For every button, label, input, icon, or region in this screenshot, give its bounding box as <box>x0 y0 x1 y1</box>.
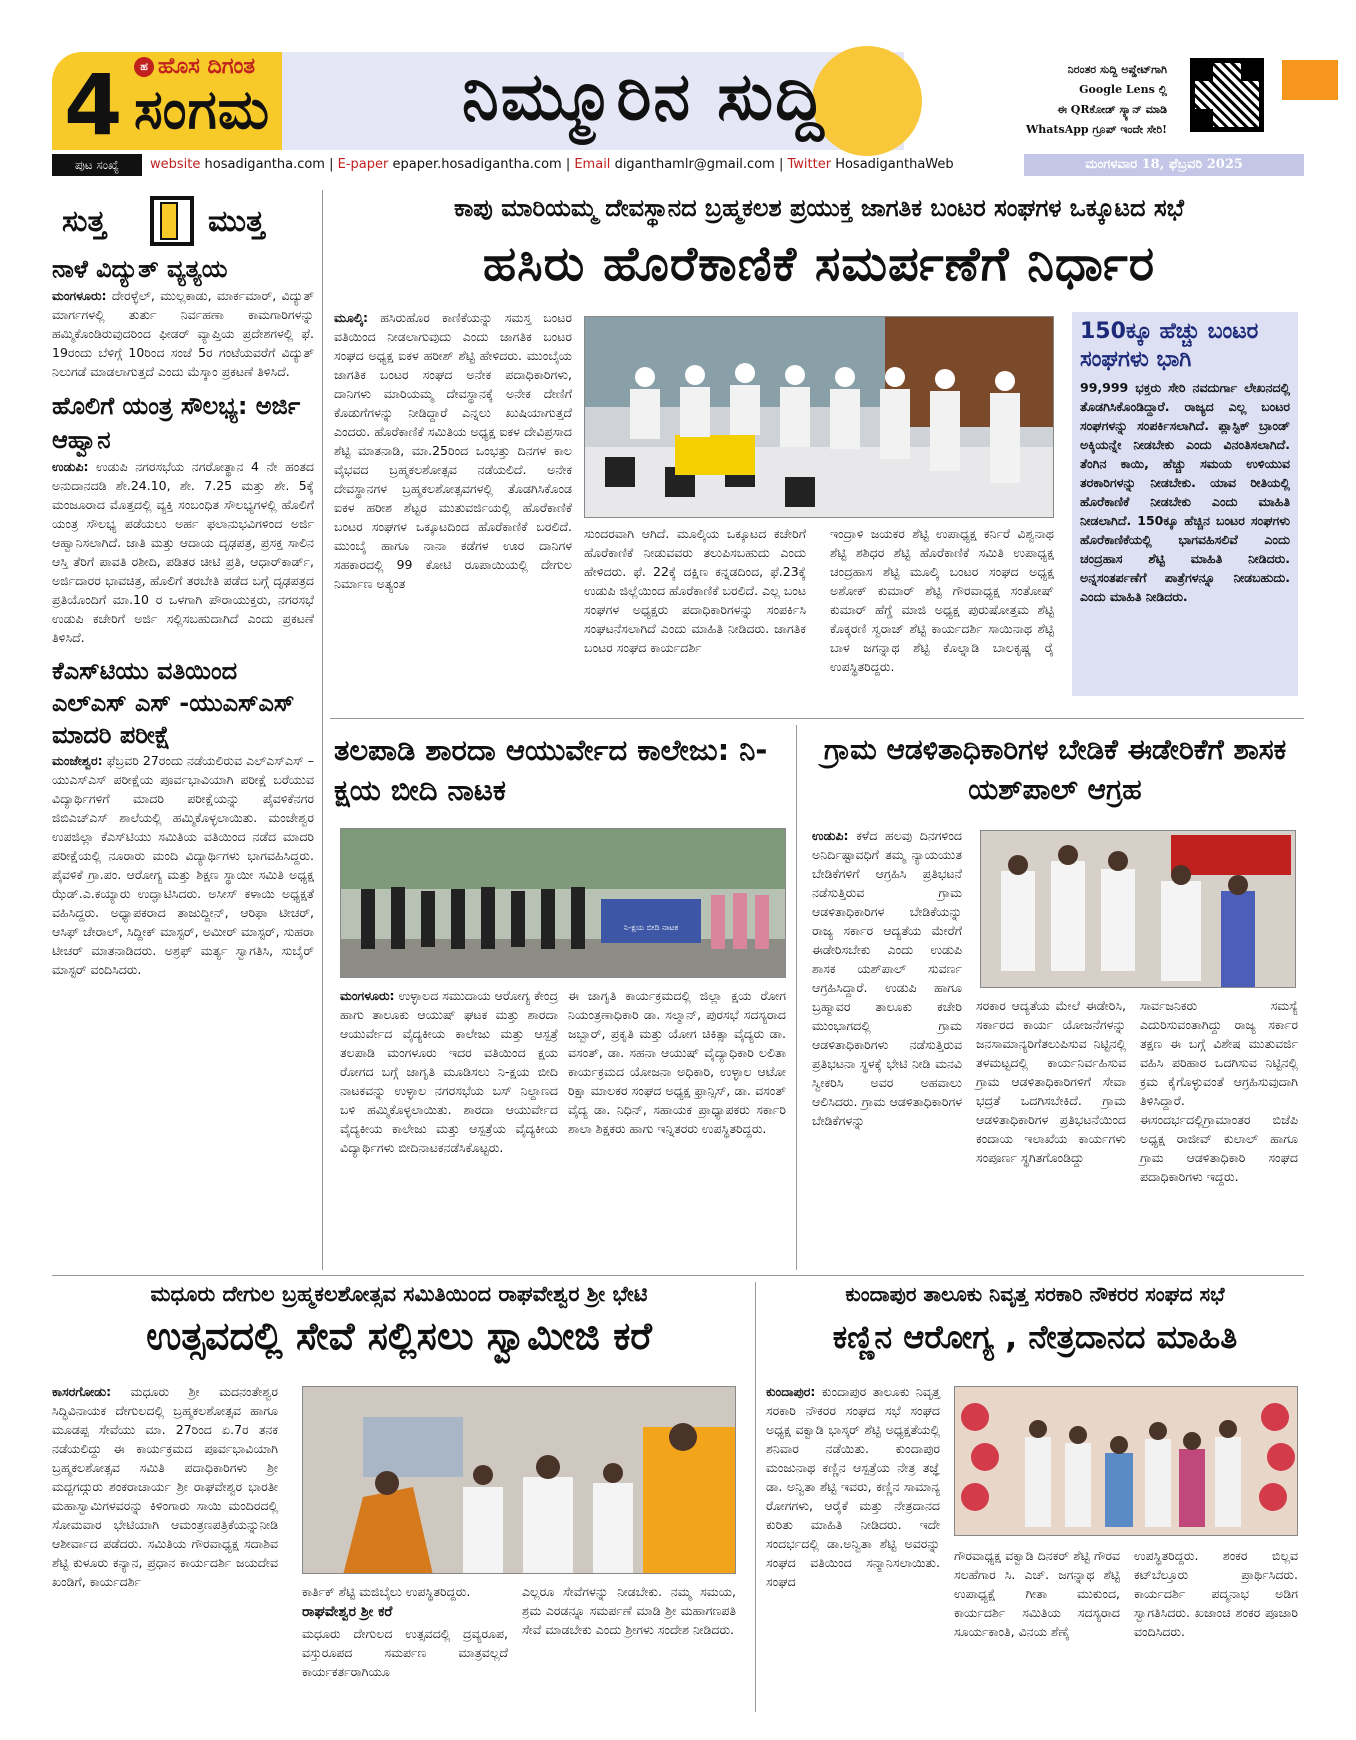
brand-logo-icon: ಹ <box>134 57 154 77</box>
sutta-mutta-column <box>52 196 314 981</box>
dateline: ಮಂಜೇಶ್ವರ: <box>52 753 103 768</box>
brief-headline: ನಾಳೆ ವಿದ್ಯುತ್ ವ್ಯತ್ಯಯ <box>52 255 228 283</box>
body-text: ಮಧೂರು ಶ್ರೀ ಮದನಂತೇಶ್ವರ ಸಿದ್ಧಿವಿನಾಯಕ ದೇಗುಲದಲ್ಲಿ ಬ್ರಹ್ಮಕಲಶೋತ್ಸವ ಹಾಗೂ ಮೂಡಪ್ಪ ಸೇವೆಯು ಮಾ. 27ರಿಂದ ಏ.7ರ ತನಕ ನಡೆಯಲಿದ್ದು ಈ ಕಾರ್ಯಕ್ರಮದ ಪೂರ್ವಭಾವಿಯಾಗಿ ಬ್ರಹ್ಮಕಲಶೋತ್ಸವ ಸಮಿತಿ ಪದಾಧಿಕಾರಿಗಳು ಶ್ರೀ ಮದ್ಜಗದ್ಗುರು ಶಂಕರಾಚಾರ್ಯ ಶ್ರೀ ರಾಘವೇಶ್ವರ ಭಾರತೀ ಮಹಾಸ್ವಾಮಿಗಳವರನ್ನು ಕಿಳಿಂಗಾರು ಸಾಯಿ ಮಂದಿರದಲ್ಲಿ ಸೋಮವಾರ ಭೇಟಿಯಾಗಿ ಆಮಂತ್ರಣಪತ್ರಿಕೆಯನ್ನುನೀಡಿ ಆಶೀರ್ವಾದ ಪಡೆದರು. ಸಮಿತಿಯ ಗೌರವಾಧ್ಯಕ್ಷ ಸದಾಶಿವ ಶೆಟ್ಟಿ ಕುಳೂರು ಕನ್ಯಾನ, ಪ್ರಧಾನ ಕಾರ್ಯದರ್ಶಿ ಜಯದೇವ ಖಂಡಿಗೆ, ಕಾರ್ಯದರ್ಶಿ <box>52 1384 278 1589</box>
twitter-link[interactable]: HosadiganthaWeb <box>835 157 954 172</box>
memorandum-illustration <box>981 831 1296 988</box>
madhur-col3 <box>522 1582 736 1641</box>
madhur-col2 <box>302 1582 508 1683</box>
section-divider <box>52 1275 1304 1276</box>
top-story-col1 <box>334 308 572 595</box>
sun-graphic <box>812 46 922 156</box>
body-text: ಇಂದ್ರಾಳಿ ಜಯಕರ ಶೆಟ್ಟಿ ಉಪಾಧ್ಯಕ್ಷ ಕರ್ನಿರೆ ವಿಶ್ವನಾಥ ಶೆಟ್ಟಿ ಶಶಿಧರ ಶೆಟ್ಟಿ ಹೊರೆಕಾಣಿಕೆ ಸಮಿತಿ ಉಪಾಧ್ಯಕ್ಷ ಚಂದ್ರಹಾಸ ಶೆಟ್ಟಿ ಮೂಲ್ಕಿ ಬಂಟರ ಸಂಘದ ಅಧ್ಯಕ್ಷ ಅಶೋಕ್ ಕುಮಾರ್ ಶೆಟ್ಟಿ ಗೌರವಾಧ್ಯಕ್ಷ ಸಂತೋಷ್ ಕುಮಾರ್ ಹೆಗ್ಡೆ ಮಾಜಿ ಅಧ್ಯಕ್ಷ ಪುರುಷೋತ್ತಮ ಶೆಟ್ಟಿ ಕೊಕ್ಕರಣಿ ಸ್ವರಾಜ್ ಶೆಟ್ಟಿ ಕಾರ್ಯದರ್ಶಿ ಸಾಯಿನಾಥ ಶೆಟ್ಟಿ ಬಾಳ ಜಗನ್ನಾಥ ಶೆಟ್ಟಿ ಕೊಲ್ನಾಡಿ ಬಾಲಕೃಷ್ಣ ರೈ ಉಪಸ್ಥಿತರಿದ್ದರು. <box>830 526 1054 674</box>
top-story-sidebar <box>1072 312 1298 696</box>
page-label: ಪುಟ ಸಂಖ್ಯೆ <box>52 154 142 176</box>
epaper-label: E-paper <box>337 157 389 172</box>
body-text: ಎಲ್ಲರೂ ಸೇವೆಗಳನ್ನು ನೀಡಬೇಕು. ನಮ್ಮ ಸಮಯ, ಶ್ರಮ ಎರಡನ್ನೂ ಸಮರ್ಪಣೆ ಮಾಡಿ ಶ್ರೀ ಮಹಾಗಣಪತಿ ಸೇವೆ ಮಾಡಬೇಕು ಎಂದು ಶ್ರೀಗಳು ಸಂದೇಶ ನೀಡಿದರು. <box>522 1584 736 1637</box>
body-text: ಉಪಸ್ಥಿತರಿದ್ದರು. ಶಂಕರ ಬಿಲ್ಲವ ಕಟ್‌ಬೆಲ್ತೂರು ಪ್ರಾರ್ಥಿಸಿದರು. ಕಾರ್ಯದರ್ಶಿ ಪದ್ಮನಾಭ ಅಡಿಗ ಸ್ವಾಗತಿಸಿದರು. ಖಜಾಂಚಿ ಶಂಕರ ಪೂಜಾರಿ ವಂದಿಸಿದರು. <box>1134 1548 1298 1639</box>
body-text: ಮಧೂರು ದೇಗುಲದ ಉತ್ಸವದಲ್ಲಿ ದ್ರವ್ಯರೂಪ, ವಸ್ತುರೂಪದ ಸಮರ್ಪಣ ಮಾತ್ರವಲ್ಲದೆ ಕಾರ್ಯಕರ್ತರಾಗಿಯೂ <box>302 1626 508 1679</box>
subheading: ರಾಘವೇಶ್ವರ ಶ್ರೀ ಕರೆ <box>302 1604 393 1620</box>
column-divider <box>796 725 797 1270</box>
sutta-title: ಸುತ್ತ <box>62 204 106 239</box>
talapady-col1 <box>340 986 558 1159</box>
madhur-kicker <box>52 1282 746 1307</box>
blessing-illustration <box>303 1387 736 1574</box>
dateline: ಮೂಲ್ಕಿ: <box>334 310 369 325</box>
website-label: website <box>150 157 201 172</box>
body-text: ಕಾರ್ತಿಕ್ ಶೆಟ್ಟಿ ಮಜಿಬೈಲು ಉಪಸ್ಥಿತರಿದ್ದರು. <box>302 1584 471 1599</box>
kundapur-col3 <box>1134 1546 1298 1643</box>
talapady-col2 <box>568 986 786 1140</box>
kicker-text: ಮಧೂರು ದೇಗುಲ ಬ್ರಹ್ಮಕಲಶೋತ್ಸವ ಸಮಿತಿಯಿಂದ ರಾಘವೇಶ್ವರ ಶ್ರೀ ಭೇಟಿ <box>150 1282 648 1306</box>
body-text: ಗೌರವಾಧ್ಯಕ್ಷ ವಕ್ವಾಡಿ ದಿನಕರ್ ಶೆಟ್ಟಿ ಗೌರವ ಸಲಹೆಗಾರ ಸಿ. ಎಚ್. ಜಗನ್ನಾಥ ಶೆಟ್ಟಿ ಉಪಾಧ್ಯಕ್ಷೆ ಗೀತಾ ಮುಕುಂದ, ಕಾರ್ಯದರ್ಶಿ ಸಮಿತಿಯ ಸದಸ್ಯರಾದ ಸೂರ್ಯಕಾಂತಿ, ವಿನಯ ಶೆಣೈ <box>954 1548 1120 1639</box>
brand-name: ಹೊಸ ದಿಗಂತ <box>158 54 256 79</box>
headline-text: ಗ್ರಾಮ ಆಡಳಿತಾಧಿಕಾರಿಗಳ ಬೇಡಿಕೆ ಈಡೇರಿಕೆಗೆ ಶಾಸಕ ಯಶ್‌ಪಾಲ್ ಆಗ್ರಹ <box>823 733 1287 806</box>
grama-headline <box>806 730 1304 810</box>
brief-headline: ಹೊಲಿಗೆ ಯಂತ್ರ ಸೌಲಭ್ಯ: ಅರ್ಜಿ ಆಹ್ವಾನ <box>52 392 301 454</box>
brief-body <box>52 751 314 979</box>
section-divider <box>330 718 1304 719</box>
body-text: ಈ ಜಾಗೃತಿ ಕಾರ್ಯಕ್ರಮದಲ್ಲಿ ಜಿಲ್ಲಾ ಕ್ಷಯ ರೋಗ ನಿಯಂತ್ರಣಾಧಿಕಾರಿ ಡಾ. ಸಲ್ಮಾನ್, ಪುರಸಭೆ ಸದಸ್ಯರಾದ ಜಬ್ಬಾರ್, ಪ್ರಕೃತಿ ಮತ್ತು ಯೋಗ ಚಿಕಿತ್ಸಾ ವೈದ್ಯರು ಡಾ. ವಸಂತ್, ಡಾ. ಸಹನಾ ಆಯುಷ್ ವೈದ್ಯಾಧಿಕಾರಿ ಲಲಿತಾ ಕಾರ್ಯಕ್ರಮದ ಯೋಜನಾ ಅಧಿಕಾರಿ, ಉಳ್ಳಾಲ ಆಟೋ ರಿಕ್ಷಾ ಮಾಲಕರ ಸಂಘದ ಅಧ್ಯಕ್ಷ ಫ್ರಾನ್ಸಿಸ್, ಡಾ. ವಸಂತ್ ವೈದ್ಯ ಡಾ. ನಿಧಿನ್, ಸಹಾಯಕ ಪ್ರಾಧ್ಯಾಪಕರು ಸರ್ಕಾರಿ ಶಾಲಾ ಶಿಕ್ಷಕರು ಹಾಗು ಇನ್ನಿತರರು ಉಪಸ್ಥಿತರಿದ್ದರು. <box>568 988 786 1136</box>
grama-col2 <box>976 996 1126 1169</box>
top-story-headline <box>334 236 1304 293</box>
qr-line: Google Lens ಲ್ಲಿ <box>1079 83 1167 96</box>
kicker-text: ಕಾಪು ಮಾರಿಯಮ್ಮ ದೇವಸ್ಥಾನದ ಬ್ರಹ್ಮಕಲಶ ಪ್ರಯುಕ್ತ ಜಾಗತಿಕ ಬಂಟರ ಸಂಘಗಳ ಒಕ್ಕೂಟದ ಸಭೆ <box>454 194 1184 222</box>
column-divider <box>322 190 323 1270</box>
twitter-label: Twitter <box>787 157 832 172</box>
body-text: ಉಳ್ಳಾಲದ ಸಮುದಾಯ ಆರೋಗ್ಯ ಕೇಂದ್ರ ಹಾಗು ತಾಲೂಕು ಆಯುಷ್ ಘಟಕ ಮತ್ತು ಶಾರದಾ ಆಯುರ್ವೇದ ವೈದ್ಯಕೀಯ ಕಾಲೇಜು ಮತ್ತು ಆಸ್ಪತ್ರೆ ತಲಪಾಡಿ ಮಂಗಳೂರು ಇದರ ವತಿಯಿಂದ ಕ್ಷಯ ರೋಗದ ಬಗ್ಗೆ ಜಾಗೃತಿ ಮೂಡಿಸಲು ನಿ-ಕ್ಷಯ ಬೀದಿ ನಾಟಕವನ್ನು ಉಳ್ಳಾಲ ನಗರಸಭೆಯ ಬಸ್ ನಿಲ್ದಾಣದ ಬಳಿ ಹಮ್ಮಿಕೊಳ್ಳಲಾಯಿತು. ಶಾರದಾ ಆಯುರ್ವೇದ ವೈದ್ಯಕೀಯ ಕಾಲೇಜು ಮತ್ತು ಆಸ್ಪತ್ರೆಯ ವೈದ್ಯಕೀಯ ವಿದ್ಯಾರ್ಥಿಗಳು ಬೀದಿನಾಟಕನಡೆಸಿಕೊಟ್ಟರು. <box>340 988 558 1155</box>
dateline: ಕಾಸರಗೋಡು: <box>52 1384 112 1399</box>
headline-text: ಉತ್ಸವದಲ್ಲಿ ಸೇವೆ ಸಲ್ಲಿಸಲು ಸ್ವಾಮೀಜಿ ಕರೆ <box>146 1314 652 1358</box>
body-text: ಕಳೆದ ಹಲವು ದಿನಗಳಿಂದ ಅನಿರ್ದಿಷ್ಟಾವಧಿಗೆ ತಮ್ಮ ನ್ಯಾಯಯುತ ಬೇಡಿಕೆಗಳಿಗೆ ಆಗ್ರಹಿಸಿ ಪ್ರತಿಭಟನೆ ನಡೆಸುತ್ತಿರುವ ಗ್ರಾಮ ಆಡಳಿತಾಧಿಕಾರಿಗಳ ಬೇಡಿಕೆಯನ್ನು ರಾಜ್ಯ ಸರ್ಕಾರ ಆದ್ಯತೆಯ ಮೇರೆಗೆ ಈಡೇರಿಸಬೇಕು ಎಂದು ಉಡುಪಿ ಶಾಸಕ ಯಶ್‌ಪಾಲ್ ಸುವರ್ಣ ಆಗ್ರಹಿಸಿದ್ದಾರೆ. ಉಡುಪಿ ಹಾಗೂ ಬ್ರಹ್ಮಾವರ ತಾಲೂಕು ಕಚೇರಿ ಮುಂಭಾಗದಲ್ಲಿ ಗ್ರಾಮ ಆಡಳಿತಾಧಿಕಾರಿಗಳು ನಡೆಸುತ್ತಿರುವ ಪ್ರತಿಭಟನಾ ಸ್ಥಳಕ್ಕೆ ಭೇಟಿ ನೀಡಿ ಮನವಿ ಸ್ವೀಕರಿಸಿ ಅವರ ಅಹವಾಲು ಆಲಿಸಿದರು. ಗ್ರಾಮ ಆಡಳಿತಾಧಿಕಾರಿಗಳ ಬೇಡಿಕೆಗಳನ್ನು <box>812 828 962 1128</box>
masthead <box>52 52 1304 154</box>
kundapur-col1 <box>766 1382 940 1593</box>
banner-text: ನಿ-ಕ್ಷಯ ಬೀದಿ ನಾಟಕ <box>623 923 679 932</box>
qr-line: ಈ QRಕೋಡ್ ಸ್ಕ್ಯಾನ್ ಮಾಡಿ <box>1057 103 1167 116</box>
dateline: ಮಂಗಳೂರು: <box>340 988 395 1003</box>
email-label: Email <box>574 157 611 172</box>
qr-line: WhatsApp ಗ್ರೂಪ್ ಇಂದೇ ಸೇರಿ! <box>1025 123 1167 136</box>
brief-text: ದೇರಳ್ಳೆಲ್, ಮುಲ್ಲಕಾಡು, ಮಾರ್ಕಮಾರ್, ವಿದ್ಯುತ್ ಮಾರ್ಗಗಳಲ್ಲಿ ತುರ್ತು ನಿರ್ವಹಣಾ ಕಾಮಗಾರಿಗಳನ್ನು ಹಮ್ಮಿಕೊಂಡಿರುವುದರಿಂದ ಫೀಡರ್ ವ್ಯಾಪ್ತಿಯ ಪ್ರದೇಶಗಳಲ್ಲಿ ಫೆ. 19ರಂದು ಬೆಳಿಗ್ಗೆ 10ರಿಂದ ಸಂಜೆ 5ರ ಗಂಟೆಯವರೆಗೆ ವಿದ್ಯುತ್ ನಿಲುಗಡೆ ಮಾಡಲಾಗುತ್ತದೆ ಎಂದು ಮೆಸ್ಕಾಂ ಪ್ರಕಟಣೆ ತಿಳಿಸಿದೆ. <box>52 288 314 379</box>
street-play-illustration <box>341 829 786 978</box>
body-text: ಹಸಿರುಹೊರ ಕಾಣಿಕೆಯನ್ನು ಸಮಸ್ತ ಬಂಟರ ವತಿಯಿಂದ ನೀಡಲಾಗುವುದು ಎಂದು ಜಾಗತಿಕ ಬಂಟರ ಸಂಘದ ಅಧ್ಯಕ್ಷ ಐಕಳ ಹರೀಶ್ ಶೆಟ್ಟಿ ಹೇಳಿದರು. ಮುಂಬೈಯ ಜಾಗತಿಕ ಬಂಟರ ಸಂಘದ ಅನೇಕ ಪದಾಧಿಕಾರಿಗಳು, ದಾನಿಗಳು ಮಾರಿಯಮ್ಮ ದೇವಸ್ಥಾನಕ್ಕೆ ಅನೇಕ ದೇಣಿಗೆ ಕೊಡುಗೆಗಳನ್ನು ನೀಡಿದ್ದಾರೆ ಎನ್ನಲು ಖುಷಿಯಾಗುತ್ತದೆ ಎಂದರು. ಹೊರೆಕಾಣಿಕೆ ಸಮಿತಿಯ ಅಧ್ಯಕ್ಷ ಐಕಳ ದೇವಿಪ್ರಸಾದ ಶೆಟ್ಟಿ ಮಾತನಾಡಿ, ಮಾ.25ರಿಂದ ಒಂಭತ್ತು ದಿನಗಳ ಕಾಲ ವೈಭವದ ಬ್ರಹ್ಮಕಲಶೋತ್ಸವ ನಡೆಯಲಿದೆ. ಅನೇಕ ದೇವಸ್ಥಾನಗಳ ಬ್ರಹ್ಮಕಲಶೋತ್ಸವಗಳಲ್ಲಿ ತೊಡಗಿಸಿಕೊಂಡ ಐಕಳ ಹರೀಶ ಶೆಟ್ಟರ ಮುತುವರ್ಜಿಯಲ್ಲಿ ಹೊರೆಕಾಣಿಕೆ ಬಂಟರ ಸಂಘಗಳ ಒಕ್ಕೂಟದಿಂದ ಹೊರೆಕಾಣಿಕೆ ಬರಲಿದೆ. ಮುಂಬೈ ಹಾಗೂ ನಾನಾ ಕಡೆಗಳ ಊರ ದಾನಿಗಳ ಸಹಕಾರದಲ್ಲಿ 99 ಕೋಟಿ ರೂಪಾಯಿಯಲ್ಲಿ ದೇಗುಲ ನಿರ್ಮಾಣ ಅತ್ಯಂತ <box>334 310 572 591</box>
brand-logo <box>134 54 255 79</box>
meeting-photo-illustration <box>585 317 1054 518</box>
sidebar-body: 99,999 ಭಕ್ತರು ಸೇರಿ ನವದುರ್ಗಾ ಲೇಖನದಲ್ಲಿ ತೊಡಗಿಸಿಕೊಂಡಿದ್ದಾರೆ. ರಾಜ್ಯದ ಎಲ್ಲ ಬಂಟರ ಸಂಘಗಳನ್ನು ಸಂಪರ್ಕಿಸಲಾಗಿದೆ. ಪ್ಲಾಸ್ಟಿಕ್ ಬ್ರಾಂಡ್ ಅಕ್ಕಿಯನ್ನೇ ನೀಡಬೇಕು ಎಂದು ವಿನಂತಿಸಲಾಗಿದೆ. ತೆಂಗಿನ ಕಾಯಿ, ಹೆಚ್ಚು ಸಮಯ ಉಳಿಯುವ ತರಕಾರಿಗಳನ್ನು ನೀಡಬೇಕು. ಯಾವ ರೀತಿಯಲ್ಲಿ ಹೊರೆಕಾಣಿಕೆ ನೀಡಬೇಕು ಎಂದು ಮಾಹಿತಿ ನೀಡಲಾಗಿದೆ. 150ಕ್ಕೂ ಹೆಚ್ಚಿನ ಬಂಟರ ಸಂಘಗಳು ಹೊರೆಕಾಣಿಕೆಯಲ್ಲಿ ಭಾಗವಹಿಸಲಿವೆ ಎಂದು ಚಂದ್ರಹಾಸ ಶೆಟ್ಟಿ ಮಾಹಿತಿ ನೀಡಿದರು. ಅನ್ನಸಂತರ್ಪಣೆಗೆ ಪಾತ್ರೆಗಳನ್ನೂ ನೀಡಬಹುದು. ಎಂದು ಮಾಹಿತಿ ನೀಡಿದರು. <box>1080 380 1290 604</box>
door-icon <box>150 196 194 246</box>
brief-text: ಫೆಬ್ರವರಿ 27ರಂದು ನಡೆಯಲಿರುವ ಎಲ್‌ಎಸ್‌ಎಸ್ – ಯುಎಸ್‌ಎಸ್ ಪರೀಕ್ಷೆಯ ಪೂರ್ವಭಾವಿಯಾಗಿ ಪರೀಕ್ಷೆ ಬರೆಯುವ ವಿದ್ಯಾರ್ಥಿಗಳಿಗೆ ಮಾದರಿ ಪರೀಕ್ಷೆಯನ್ನು ಪೈವಳಿಕೆನಗರ ಜಿಬಿಎಚ್‌ಎಸ್ ಶಾಲೆಯಲ್ಲಿ ಹಮ್ಮಿಕೊಳ್ಳಲಾಯಿತು. ಮಂಜೇಶ್ವರ ಉಪಜಿಲ್ಲಾ ಕೆಎಸ್‌ಟಿಯು ಸಮಿತಿಯ ವತಿಯಿಂದ ನಡೆದ ಮಾದರಿ ಪರೀಕ್ಷೆಯಲ್ಲಿ ನೂರಾರು ಮಂದಿ ವಿದ್ಯಾರ್ಥಿಗಳು ಭಾಗವಹಿಸಿದ್ದರು. ಪೈವಳಿಕೆ ಗ್ರಾ.ಪಂ. ಆರೋಗ್ಯ ಮತ್ತು ಶಿಕ್ಷಣ ಸ್ಥಾಯೀ ಸಮಿತಿ ಅಧ್ಯಕ್ಷ ಝೆಡ್.ಎ.ಕಯ್ಯಾರು ಉದ್ಘಾಟಿಸಿದರು. ಅಸೀಸ್ ಕಳಾಯಿ ಅಧ್ಯಕ್ಷತೆ ವಹಿಸಿದ್ದರು. ಅಧ್ಯಾಪಕರಾದ ತಾಜುದ್ದೀನ್, ಆರಿಫಾ ಟೀಚರ್, ಆಸಿಫ್ ಚೇರಾಲ್, ಸಿದ್ದೀಕ್ ಮಾಸ್ಟರ್, ಅಮೀರ್ ಮಾಸ್ಟರ್, ಸುಹರಾ ಟೀಚರ್ ಮಾತನಾಡಿದರು. ಅಶ್ರಫ್ ಮರ್ತ್ಯ ಸ್ವಾಗತಿಸಿ, ಸುಬೈರ್ ಮಾಸ್ಟರ್ ವಂದಿಸಿದರು. <box>52 753 314 977</box>
issue-date: ಮಂಗಳವಾರ 18, ಫೆಬ್ರವರಿ 2025 <box>1024 154 1304 176</box>
kundapur-kicker <box>766 1282 1304 1306</box>
headline-text: ತಲಪಾಡಿ ಶಾರದಾ ಆಯುರ್ವೇದ ಕಾಲೇಜು: ನಿ-ಕ್ಷಯ ಬೀದಿ ನಾಟಕ <box>334 733 768 807</box>
dateline: ಉಡುಪಿ: <box>812 828 849 843</box>
headline-text: ಕಣ್ಣಿನ ಆರೋಗ್ಯ , ನೇತ್ರದಾನದ ಮಾಹಿತಿ <box>832 1318 1238 1356</box>
talapady-headline <box>334 730 786 810</box>
headline-text: ಹಸಿರು ಹೊರೆಕಾಣಿಕೆ ಸಮರ್ಪಣೆಗೆ ನಿರ್ಧಾರ <box>482 236 1156 292</box>
body-text: ಸಾರ್ವಜನಿಕರು ಸಮಸ್ಯೆ ಎದುರಿಸುವಂತಾಗಿದ್ದು ರಾಜ್ಯ ಸರ್ಕಾರ ತಕ್ಷಣ ಈ ಬಗ್ಗೆ ವಿಶೇಷ ಮುತುವರ್ಜಿ ವಹಿಸಿ ಪರಿಹಾರ ಒದಗಿಸುವ ನಿಟ್ಟಿನಲ್ಲಿ ಕ್ರಮ ಕೈಗೊಳ್ಳುವಂತೆ ಆಗ್ರಹಿಸುವುದಾಗಿ ತಿಳಿಸಿದ್ದಾರೆ. ಈಸಂದರ್ಭದಲ್ಲಿಗ್ರಾಮಾಂತರ ಬಿಜೆಪಿ ಅಧ್ಯಕ್ಷ ರಾಜೀವ್ ಕುಲಾಲ್ ಹಾಗೂ ಗ್ರಾಮ ಆಡಳಿತಾಧಿಕಾರಿ ಸಂಘದ ಪದಾಧಿಕಾರಿಗಳು ಇದ್ದರು. <box>1140 998 1298 1184</box>
kundapur-col2 <box>954 1546 1120 1643</box>
orange-tab <box>1282 60 1338 100</box>
felicitation-illustration <box>955 1387 1298 1536</box>
grama-col3 <box>1140 996 1298 1188</box>
email-link[interactable]: diganthamlr@gmail.com <box>614 157 775 172</box>
page-number: 4 <box>64 56 123 154</box>
body-text: ಸುಂದರವಾಗಿ ಆಗಿದೆ. ಮೂಲ್ಕಿಯ ಒಕ್ಕೂಟದ ಕಚೇರಿಗೆ ಹೊರೆಕಾಣಿಕೆ ನೀಡುವವರು ತಲುಪಿಸಬಹುದು ಎಂದು ಹೇಳಿದರು. ಫೆ. 22ಕ್ಕೆ ದಕ್ಷಿಣ ಕನ್ನಡದಿಂದ, ಫೆ.23ಕ್ಕೆ ಉಡುಪಿ ಜಿಲ್ಲೆಯಿಂದ ಹೊರೆಕಾಣಿಕೆ ಬರಲಿದೆ. ಎಲ್ಲ ಬಂಟ ಸಂಘಗಳ ಅಧ್ಯಕ್ಷರು ಪದಾಧಿಕಾರಿಗಳನ್ನು ಸಂಪರ್ಕಿಸಿ ಸಂಘಟನೆಸಲಾಗಿದೆ ಎಂದು ಮಾಹಿತಿ ನೀಡಿದರು. ಜಾಗತಿಕ ಬಂಟರ ಸಂಘದ ಕಾರ್ಯದರ್ಶಿ <box>584 526 806 655</box>
top-story-col2 <box>584 524 806 659</box>
street-play-photo <box>340 828 786 978</box>
brief-body <box>52 457 314 647</box>
brief-body <box>52 286 314 381</box>
top-story-col3 <box>830 524 1054 678</box>
section-title: ನಿಮ್ಮೂರಿನ ಸುದ್ದಿ <box>462 58 826 135</box>
memorandum-photo <box>980 830 1296 988</box>
mutta-title: ಮುತ್ತ <box>208 204 265 239</box>
grama-col1 <box>812 826 962 1132</box>
sidebar-headline: 150ಕ್ಕೂ ಹೆಚ್ಚು ಬಂಟರ ಸಂಘಗಳು ಭಾಗಿ <box>1080 319 1259 372</box>
dateline: ಮಂಗಳೂರು: <box>52 288 107 303</box>
kundapur-headline <box>766 1318 1304 1357</box>
meeting-photo <box>584 316 1054 518</box>
body-text: ಸರಕಾರ ಆದ್ಯತೆಯ ಮೇಲೆ ಈಡೇರಿಸಿ, ಸರ್ಕಾರದ ಕಾರ್ಯ ಯೋಜನೆಗಳನ್ನು ಜನಸಾಮಾನ್ಯರಿಗೆತಲುಪಿಸುವ ನಿಟ್ಟಿನಲ್ಲಿ ತಳಮಟ್ಟದಲ್ಲಿ ಕಾರ್ಯನಿರ್ವಹಿಸುವ ಗ್ರಾಮ ಆಡಳಿತಾಧಿಕಾರಿಗಳಿಗೆ ಸೇವಾ ಭದ್ರತೆ ಒದಗಿಸಬೇಕಿದೆ. ಗ್ರಾಮ ಆಡಳಿತಾಧಿಕಾರಿಗಳ ಪ್ರತಿಭಟನೆಯಿಂದ ಕಂದಾಯ ಇಲಾಖೆಯ ಕಾರ್ಯಗಳು ಸಂಪೂರ್ಣ ಸ್ಥಗಿತಗೊಂಡಿದ್ದು <box>976 998 1126 1165</box>
brief-text: ಉಡುಪಿ ನಗರಸಭೆಯ ನಗರೋತ್ಥಾನ 4 ನೇ ಹಂತದ ಅನುದಾನದಡಿ ಶೇ.24.10, ಶೇ. 7.25 ಮತ್ತು ಶೇ. 5ಕ್ಕೆ ಮಂಜೂರಾದ ಮೊತ್ತದಲ್ಲಿ ವ್ಯಕ್ತಿ ಸಂಬಂಧಿತ ಸೌಲಭ್ಯಗಳಲ್ಲಿ ಹೊಲಿಗೆ ಯಂತ್ರ ಸೌಲಭ್ಯ ಪಡೆಯಲು ಅರ್ಹ ಫಲಾನುಭವಿಗಳಿಂದ ಅರ್ಜಿ ಆಹ್ವಾನಿಸಲಾಗಿದೆ. ಜಾತಿ ಮತ್ತು ಆದಾಯ ದೃಢಪತ್ರ, ಪ್ರಸಕ್ತ ಸಾಲಿನ ಆಸ್ತಿ ತೆರಿಗೆ ಪಾವತಿ ರಶೀದಿ, ಪಡಿತರ ಚೀಟಿ ಪ್ರತಿ, ಆಧಾರ್‌ಕಾರ್ಡ್, ಅರ್ಜಿದಾರರ ಭಾವಚಿತ್ರ, ಹೊಲಿಗೆ ತರಬೇತಿ ಪಡೆದ ಬಗ್ಗೆ ದೃಢಪತ್ರದ ಪ್ರತಿಯೊಂದಿಗೆ ಮಾ.10 ರ ಒಳಗಾಗಿ ಪೌರಾಯುಕ್ತರು, ನಗರಸಭೆ ಉಡುಪಿ ಕಚೇರಿಗೆ ಅರ್ಜಿ ಸಲ್ಲಿಸಬಹುದಾಗಿದೆ ಎಂದು ಪ್ರಕಟಣೆ ತಿಳಿಸಿದೆ. <box>52 459 314 645</box>
column-divider <box>755 1282 756 1712</box>
qr-instructions <box>987 60 1167 140</box>
info-bar <box>52 154 1304 176</box>
edition-name: ಸಂಗಮ <box>134 78 271 141</box>
felicitation-photo <box>954 1386 1298 1536</box>
dateline: ಕುಂದಾಪುರ: <box>766 1384 816 1399</box>
website-link[interactable]: hosadigantha.com <box>204 157 325 172</box>
body-text: ಕುಂದಾಪುರ ತಾಲೂಕು ನಿವೃತ್ತ ಸರಕಾರಿ ನೌಕರರ ಸಂಘದ ಸಭೆ ಸಂಘದ ಅಧ್ಯಕ್ಷ ವಕ್ವಾಡಿ ಭಾಸ್ಕರ್ ಶೆಟ್ಟಿ ಅಧ್ಯಕ್ಷತೆಯಲ್ಲಿ ಶನಿವಾರ ನಡೆಯಿತು. ಕುಂದಾಪುರ ಮಂಜುನಾಥ ಕಣ್ಣಿನ ಆಸ್ಪತ್ರೆಯ ನೇತ್ರ ತಜ್ಞೆ ಡಾ. ಅನ್ವಿತಾ ಶೆಟ್ಟಿ ಇವರು, ಕಣ್ಣಿನ ಸಾಮಾನ್ಯ ರೋಗಗಳು, ಆರೈಕೆ ಮತ್ತು ನೇತ್ರದಾನದ ಕುರಿತು ಮಾಹಿತಿ ನೀಡಿದರು. ಇದೇ ಸಂದರ್ಭದಲ್ಲಿ ಡಾ.ಅನ್ವಿತಾ ಶೆಟ್ಟಿ ಅವರನ್ನು ಸಂಘದ ವತಿಯಿಂದ ಸನ್ಮಾನಿಸಲಾಯಿತು. ಸಂಘದ <box>766 1384 940 1589</box>
sutta-mutta-header <box>52 196 314 246</box>
brief-headline: ಕೆಎಸ್‌ಟಿಯು ವತಿಯಿಂದ ಎಲ್‌ಎಸ್ ಎಸ್ -ಯುಎಸ್‌ಎಸ್ ಮಾದರಿ ಪರೀಕ್ಷೆ <box>52 657 295 749</box>
madhur-col1 <box>52 1382 278 1593</box>
qr-line: ನಿರಂತರ ಸುದ್ದಿ ಅಪ್ಡೇಟ್‌ಗಾಗಿ <box>1067 63 1167 76</box>
kicker-text: ಕುಂದಾಪುರ ತಾಲೂಕು ನಿವೃತ್ತ ಸರಕಾರಿ ನೌಕರರ ಸಂಘದ ಸಭೆ <box>845 1282 1225 1306</box>
qr-code-icon[interactable] <box>1190 58 1264 132</box>
dateline: ಉಡುಪಿ: <box>52 459 89 474</box>
contact-links: website hosadigantha.com | E-paper epaper.hosadigantha.com | Email diganthamlr@gmail.com | Twitter HosadiganthaWeb <box>150 157 954 172</box>
top-story-kicker <box>334 194 1304 222</box>
madhur-headline <box>52 1314 746 1359</box>
blessing-photo <box>302 1386 736 1574</box>
epaper-link[interactable]: epaper.hosadigantha.com <box>392 157 562 172</box>
